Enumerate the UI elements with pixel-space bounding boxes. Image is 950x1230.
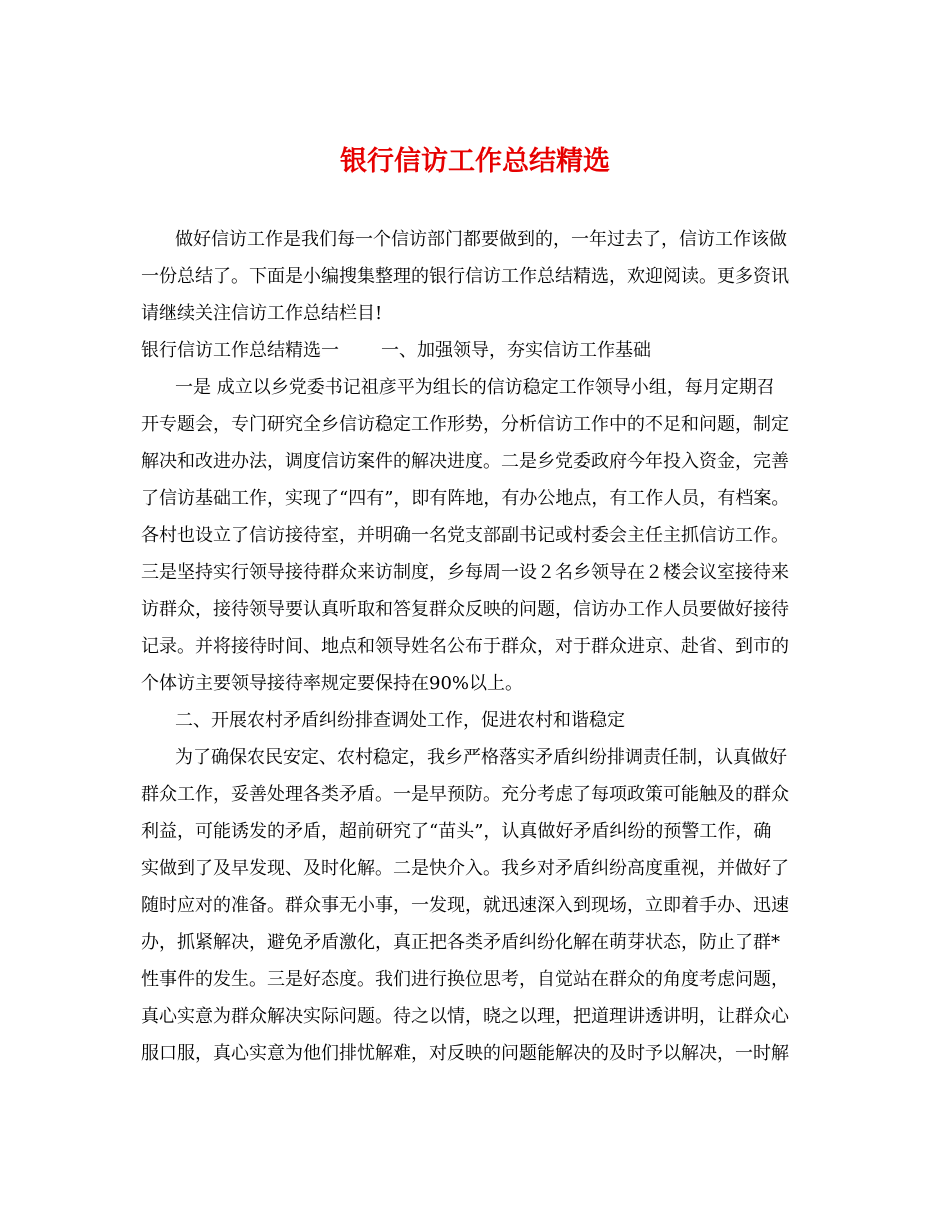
section-one-label: 银行信访工作总结精选一: [141, 340, 339, 361]
paragraph-line: 了信访基础工作，实现了“四有”，即有阵地，有办公地点，有工作人员，有档案。: [141, 488, 790, 509]
paragraph-line: 各村也设立了信访接待室，并明确一名党支部副书记或村委会主任主抓信访工作。: [141, 525, 789, 546]
paragraph-line: 三是坚持实行领导接待群众来访制度，乡每周一设２名乡领导在２楼会议室接待来: [141, 562, 789, 583]
paragraph-line: 服口服，真心实意为他们排忧解难，对反映的问题能解决的及时予以解决，一时解: [141, 1043, 789, 1064]
paragraph-line: 个体访主要领导接待率规定要保持在90%以上。: [141, 673, 524, 694]
paragraph-line: 真心实意为群众解决实际问题。待之以情，晓之以理，把道理讲透讲明，让群众心: [141, 1006, 789, 1027]
paragraph-line: 访群众，接待领导要认真听取和答复群众反映的问题，信访办工作人员要做好接待: [141, 599, 789, 620]
paragraph-line: 一是 成立以乡党委书记祖彦平为组长的信访稳定工作领导小组，每月定期召: [175, 377, 775, 398]
paragraph-line: 群众工作，妥善处理各类矛盾。一是早预防。充分考虑了每项政策可能触及的群众: [141, 784, 789, 805]
intro-line: 做好信访工作是我们每一个信访部门都要做到的，一年过去了，信访工作该做: [175, 229, 787, 250]
paragraph-line: 办，抓紧解决，避免矛盾激化，真正把各类矛盾纠纷化解在萌芽状态，防止了群*: [141, 932, 780, 953]
paragraph-line: 为了确保农民安定、农村稳定，我乡严格落实矛盾纠纷排调责任制，认真做好: [175, 747, 787, 768]
intro-line: 请继续关注信访工作总结栏目!: [141, 303, 383, 324]
paragraph-line: 记录。并将接待时间、地点和领导姓名公布于群众，对于群众进京、赴省、到市的: [141, 636, 789, 657]
paragraph-line: 实做到了及早发现、及时化解。二是快介入。我乡对矛盾纠纷高度重视，并做好了: [141, 858, 789, 879]
paragraph-line: 随时应对的准备。群众事无小事，一发现，就迅速深入到现场，立即着手办、迅速: [141, 895, 789, 916]
paragraph-line: 利益，可能诱发的矛盾，超前研究了“苗头”，认真做好矛盾纠纷的预警工作，确: [141, 821, 772, 842]
paragraph-line: 开专题会，专门研究全乡信访稳定工作形势，分析信访工作中的不足和问题，制定: [141, 414, 789, 435]
intro-line: 一份总结了。下面是小编搜集整理的银行信访工作总结精选，欢迎阅读。更多资讯: [141, 266, 789, 287]
paragraph-line: 解决和改进办法，调度信访案件的解决进度。二是乡党委政府今年投入资金，完善: [141, 451, 789, 472]
paragraph-line: 性事件的发生。三是好态度。我们进行换位思考，自觉站在群众的角度考虑问题，: [141, 969, 789, 990]
section-one-heading: 一、加强领导，夯实信访工作基础: [381, 340, 651, 361]
document-title: 银行信访工作总结精选: [340, 146, 610, 177]
section-one-line: [141, 332, 821, 369]
section-two-heading: 二、开展农村矛盾纠纷排查调处工作，促进农村和谐稳定: [175, 710, 625, 731]
document-body: [141, 221, 821, 1072]
